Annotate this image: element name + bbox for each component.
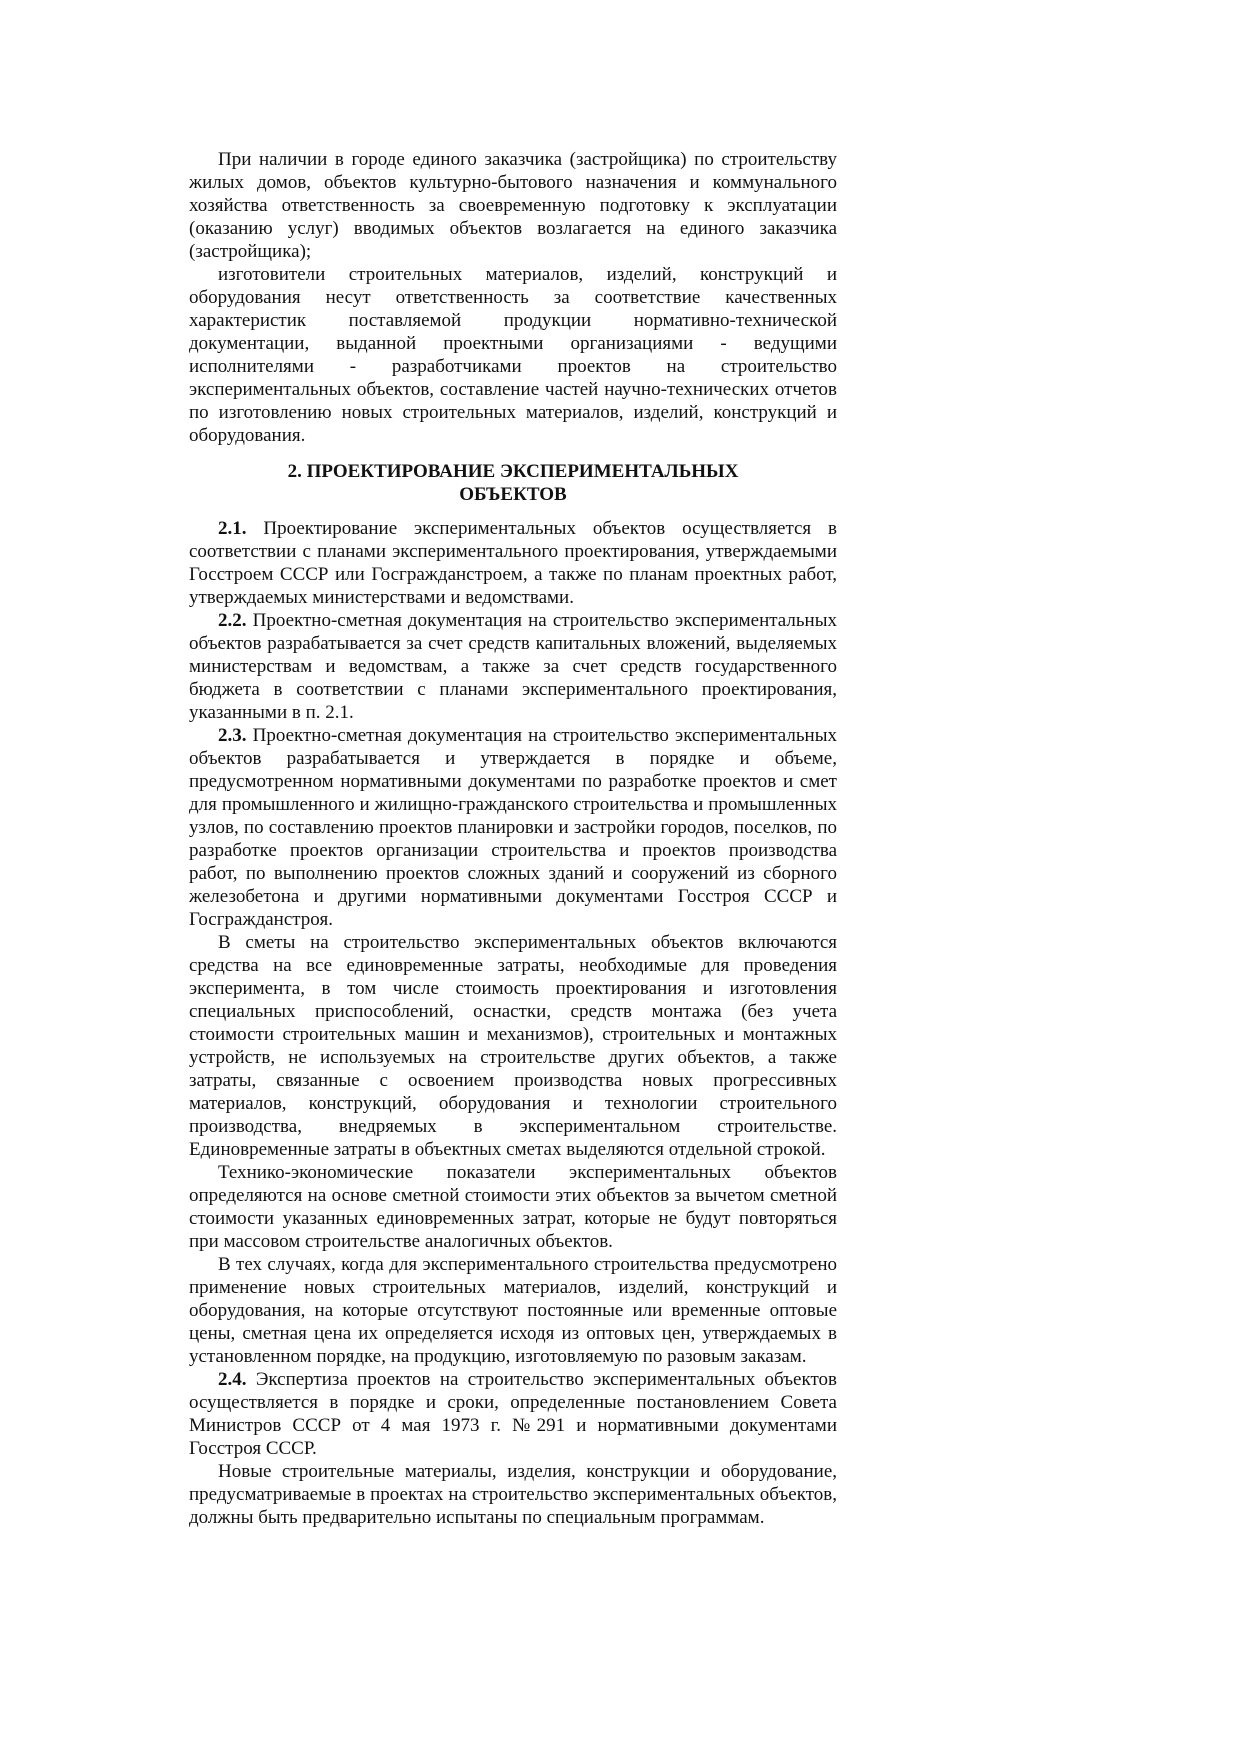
paragraph-manufacturers: изготовители строительных материалов, изделий, конструкций и оборудования несут ответственность за соответствие качественных характеристик поставляемой продукции нормативно-технической документации, выданной проектными организациями - ведущими исполнителями - разработчиками проектов на строительство экспериментальных объектов, составление частей научно-технических отчетов по изготовлению новых строительных материалов, изделий, конструкций и оборудования. [189, 264, 837, 446]
clause-2-4 [189, 1368, 837, 1460]
clause-number: 2.4. [218, 1369, 247, 1390]
clause-text: Проектно-сметная документация на строительство экспериментальных объектов разрабатывается за счет средств капитальных вложений, выделяемых министерствам и ведомствам, а также за счет средств государственного бюджета в соответствии с планами экспериментального проектирования, указанными в п. 2.1. [189, 610, 837, 723]
paragraph-technical-economic: Технико-экономические показатели экспериментальных объектов определяются на основе сметной стоимости этих объектов за вычетом сметной стоимости указанных единовременных затрат, которые не будут повторяться при массовом строительстве аналогичных объектов. [189, 1162, 837, 1252]
clause-2-3 [189, 724, 837, 931]
document-page [189, 148, 837, 1529]
clause-number: 2.3. [218, 725, 247, 746]
paragraph-single-customer: При наличии в городе единого заказчика (застройщика) по строительству жилых домов, объектов культурно-бытового назначения и коммунального хозяйства ответственность за своевременную подготовку к эксплуатации (оказанию услуг) вводимых объектов возлагается на единого заказчика (застройщика); [189, 149, 837, 262]
paragraph-estimates: В сметы на строительство экспериментальных объектов включаются средства на все единовременные затраты, необходимые для проведения эксперимента, в том числе стоимость проектирования и изготовления специальных приспособлений, оснастки, средств монтажа (без учета стоимости строительных машин и механизмов), строительных и монтажных устройств, не используемых на строительстве других объектов, а также затраты, связанные с освоением производства новых прогрессивных материалов, конструкций, оборудования и технологии строительного производства, внедряемых в экспериментальном строительстве. Единовременные затраты в объектных сметах выделяются отдельной строкой. [189, 932, 837, 1160]
clause-text: Экспертиза проектов на строительство экспериментальных объектов осуществляется в порядке и сроки, определенные постановлением Совета Министров СССР от 4 мая 1973 г. №291 и нормативными документами Госстроя СССР. [189, 1369, 837, 1459]
clause-2-2 [189, 609, 837, 724]
paragraph-testing: Новые строительные материалы, изделия, конструкции и оборудование, предусматриваемые в проектах на строительство экспериментальных объектов, должны быть предварительно испытаны по специальным программам. [189, 1461, 837, 1528]
clause-number: 2.1. [218, 518, 247, 539]
clause-number: 2.2. [218, 610, 247, 631]
clause-text: Проектно-сметная документация на строительство экспериментальных объектов разрабатывается и утверждается в порядке и объеме, предусмотренном нормативными документами по разработке проектов и смет для промышленного и жилищно-гражданского строительства и промышленных узлов, по составлению проектов планировки и застройки городов, поселков, по разработке проектов организации строительства и проектов производства работ, по выполнению проектов сложных зданий и сооружений из сборного железобетона и другими нормативными документами Госстроя СССР и Госгражданстроя. [189, 725, 837, 930]
clause-2-1 [189, 517, 837, 609]
paragraph-new-materials-prices: В тех случаях, когда для экспериментального строительства предусмотрено применение новых строительных материалов, изделий, конструкций и оборудования, на которые отсутствуют постоянные или временные оптовые цены, сметная цена их определяется исходя из оптовых цен, утверждаемых в установленном порядке, на продукцию, изготовляемую по разовым заказам. [189, 1254, 837, 1367]
clause-text: Проектирование экспериментальных объектов осуществляется в соответствии с планами экспериментального проектирования, утверждаемыми Госстроем СССР или Госгражданстроем, а также по планам проектных работ, утверждаемых министерствами и ведомствами. [189, 518, 837, 608]
section-heading: 2. ПРОЕКТИРОВАНИЕ ЭКСПЕРИМЕНТАЛЬНЫХ ОБЪЕКТОВ [287, 461, 739, 505]
